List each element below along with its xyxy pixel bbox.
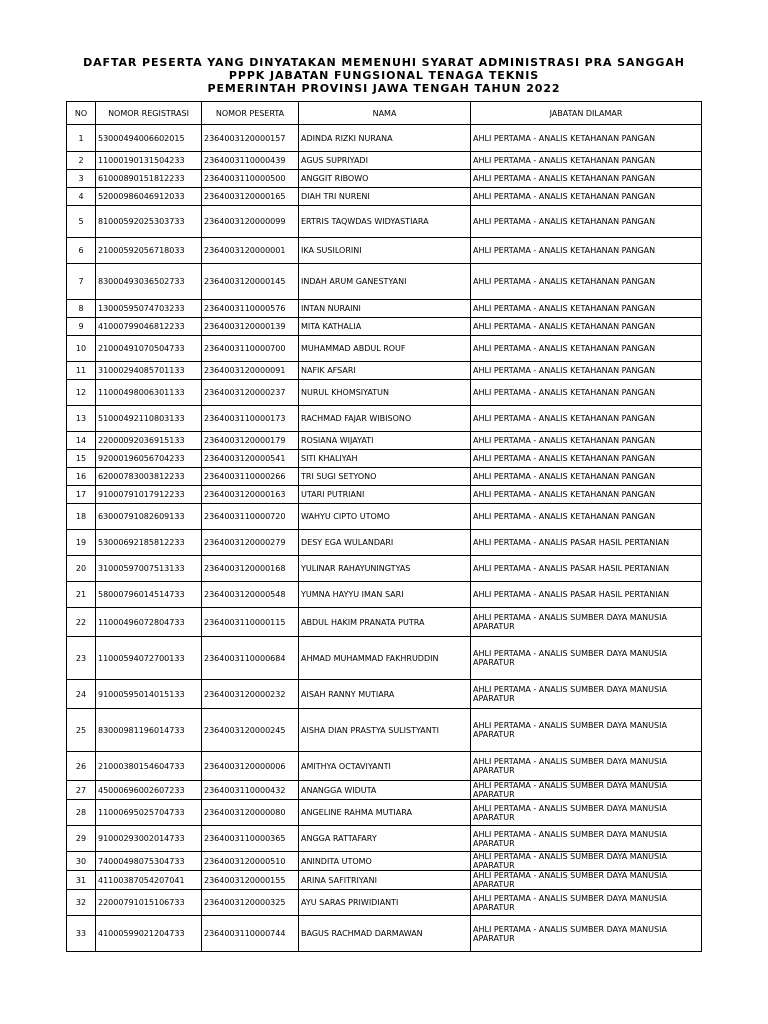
cell-nomor-registrasi: 41000599021204733: [96, 916, 202, 952]
cell-nama: RACHMAD FAJAR WIBISONO: [299, 406, 471, 432]
cell-jabatan: AHLI PERTAMA - ANALIS KETAHANAN PANGAN: [471, 432, 702, 450]
cell-nama: ANANGGA WIDUTA: [299, 781, 471, 800]
cell-nama: BAGUS RACHMAD DARMAWAN: [299, 916, 471, 952]
cell-nama: INDAH ARUM GANESTYANI: [299, 264, 471, 300]
title-line-2: PPPK JABATAN FUNGSIONAL TENAGA TEKNIS: [228, 69, 540, 82]
cell-nama: AISHA DIAN PRASTYA SULISTYANTI: [299, 709, 471, 752]
cell-jabatan: AHLI PERTAMA - ANALIS SUMBER DAYA MANUSIA APARATUR: [471, 680, 702, 709]
cell-no: 19: [67, 530, 96, 556]
cell-no: 24: [67, 680, 96, 709]
cell-nama: TRI SUGI SETYONO: [299, 468, 471, 486]
cell-nomor-peserta: 2364003120000091: [202, 362, 299, 380]
cell-nomor-registrasi: 52000986046912033: [96, 188, 202, 206]
title-line-3: PEMERINTAH PROVINSI JAWA TENGAH TAHUN 2022: [207, 82, 561, 95]
cell-jabatan: AHLI PERTAMA - ANALIS KETAHANAN PANGAN: [471, 125, 702, 152]
cell-nomor-peserta: 2364003120000080: [202, 800, 299, 826]
cell-no: 21: [67, 582, 96, 608]
cell-jabatan: AHLI PERTAMA - ANALIS SUMBER DAYA MANUSIA APARATUR: [471, 781, 702, 800]
cell-nomor-peserta: 2364003120000165: [202, 188, 299, 206]
cell-jabatan: AHLI PERTAMA - ANALIS KETAHANAN PANGAN: [471, 318, 702, 336]
cell-jabatan: AHLI PERTAMA - ANALIS KETAHANAN PANGAN: [471, 206, 702, 238]
cell-nama: AMITHYA OCTAVIYANTI: [299, 752, 471, 781]
cell-nomor-registrasi: 51000492110803133: [96, 406, 202, 432]
cell-nomor-peserta: 2364003120000168: [202, 556, 299, 582]
cell-nomor-peserta: 2364003120000541: [202, 450, 299, 468]
cell-nomor-registrasi: 13000595074703233: [96, 300, 202, 318]
cell-nomor-registrasi: 21000491070504733: [96, 336, 202, 362]
cell-no: 11: [67, 362, 96, 380]
cell-nama: ARINA SAFITRIYANI: [299, 871, 471, 890]
cell-nama: AHMAD MUHAMMAD FAKHRUDDIN: [299, 637, 471, 680]
table-row: [67, 608, 702, 637]
cell-nomor-peserta: 2364003110000744: [202, 916, 299, 952]
cell-jabatan: AHLI PERTAMA - ANALIS SUMBER DAYA MANUSIA APARATUR: [471, 916, 702, 952]
cell-nama: AISAH RANNY MUTIARA: [299, 680, 471, 709]
cell-nomor-registrasi: 11000498006301133: [96, 380, 202, 406]
cell-no: 14: [67, 432, 96, 450]
cell-jabatan: AHLI PERTAMA - ANALIS KETAHANAN PANGAN: [471, 450, 702, 468]
cell-nomor-registrasi: 62000783003812233: [96, 468, 202, 486]
table-row: [67, 450, 702, 468]
cell-jabatan: AHLI PERTAMA - ANALIS SUMBER DAYA MANUSIA APARATUR: [471, 709, 702, 752]
cell-nomor-peserta: 2364003120000179: [202, 432, 299, 450]
table-row: [67, 380, 702, 406]
cell-no: 7: [67, 264, 96, 300]
table-row: [67, 530, 702, 556]
table-row: [67, 852, 702, 871]
cell-nomor-peserta: 2364003120000155: [202, 871, 299, 890]
cell-jabatan: AHLI PERTAMA - ANALIS SUMBER DAYA MANUSIA APARATUR: [471, 800, 702, 826]
cell-nomor-registrasi: 83000981196014733: [96, 709, 202, 752]
cell-no: 1: [67, 125, 96, 152]
table-row: [67, 556, 702, 582]
cell-nama: ROSIANA WIJAYATI: [299, 432, 471, 450]
participant-table: [66, 101, 702, 952]
cell-nama: NURUL KHOMSIYATUN: [299, 380, 471, 406]
cell-nomor-peserta: 2364003110000500: [202, 170, 299, 188]
cell-jabatan: AHLI PERTAMA - ANALIS SUMBER DAYA MANUSIA APARATUR: [471, 826, 702, 852]
table-row: [67, 406, 702, 432]
cell-nama: MUHAMMAD ABDUL ROUF: [299, 336, 471, 362]
cell-nomor-peserta: 2364003110000173: [202, 406, 299, 432]
cell-nomor-peserta: 2364003120000157: [202, 125, 299, 152]
header-jabatan-dilamar: JABATAN DILAMAR: [471, 102, 702, 125]
cell-jabatan: AHLI PERTAMA - ANALIS SUMBER DAYA MANUSIA APARATUR: [471, 752, 702, 781]
cell-no: 26: [67, 752, 96, 781]
cell-nomor-registrasi: 22000092036915133: [96, 432, 202, 450]
cell-jabatan: AHLI PERTAMA - ANALIS KETAHANAN PANGAN: [471, 188, 702, 206]
cell-nama: YULINAR RAHAYUNINGTYAS: [299, 556, 471, 582]
cell-nama: ADINDA RIZKI NURANA: [299, 125, 471, 152]
cell-no: 30: [67, 852, 96, 871]
cell-nomor-registrasi: 11000695025704733: [96, 800, 202, 826]
cell-nomor-peserta: 2364003110000439: [202, 152, 299, 170]
cell-nomor-registrasi: 41100387054207041: [96, 871, 202, 890]
cell-no: 8: [67, 300, 96, 318]
cell-nomor-peserta: 2364003120000232: [202, 680, 299, 709]
table-row: [67, 781, 702, 800]
cell-nomor-peserta: 2364003120000510: [202, 852, 299, 871]
cell-no: 31: [67, 871, 96, 890]
cell-nomor-registrasi: 63000791082609133: [96, 504, 202, 530]
cell-nomor-peserta: 2364003120000325: [202, 890, 299, 916]
cell-no: 3: [67, 170, 96, 188]
cell-nomor-registrasi: 61000890151812233: [96, 170, 202, 188]
cell-nama: AGUS SUPRIYADI: [299, 152, 471, 170]
table-header-row: [67, 102, 702, 125]
cell-jabatan: AHLI PERTAMA - ANALIS KETAHANAN PANGAN: [471, 170, 702, 188]
cell-no: 6: [67, 238, 96, 264]
cell-nama: DESY EGA WULANDARI: [299, 530, 471, 556]
cell-jabatan: AHLI PERTAMA - ANALIS KETAHANAN PANGAN: [471, 504, 702, 530]
table-row: [67, 170, 702, 188]
cell-nama: ANGGA RATTAFARY: [299, 826, 471, 852]
cell-nama: YUMNA HAYYU IMAN SARI: [299, 582, 471, 608]
table-row: [67, 152, 702, 170]
cell-jabatan: AHLI PERTAMA - ANALIS PASAR HASIL PERTANIAN: [471, 582, 702, 608]
table-row: [67, 318, 702, 336]
table-row: [67, 432, 702, 450]
table-row: [67, 188, 702, 206]
cell-jabatan: AHLI PERTAMA - ANALIS KETAHANAN PANGAN: [471, 300, 702, 318]
cell-no: 18: [67, 504, 96, 530]
cell-nomor-registrasi: 91000595014015133: [96, 680, 202, 709]
cell-no: 29: [67, 826, 96, 852]
cell-nama: WAHYU CIPTO UTOMO: [299, 504, 471, 530]
cell-jabatan: AHLI PERTAMA - ANALIS PASAR HASIL PERTANIAN: [471, 530, 702, 556]
cell-no: 28: [67, 800, 96, 826]
table-row: [67, 826, 702, 852]
cell-nomor-registrasi: 91000791017912233: [96, 486, 202, 504]
table-row: [67, 486, 702, 504]
cell-nomor-peserta: 2364003110000115: [202, 608, 299, 637]
cell-no: 27: [67, 781, 96, 800]
cell-no: 10: [67, 336, 96, 362]
table-row: [67, 709, 702, 752]
cell-jabatan: AHLI PERTAMA - ANALIS KETAHANAN PANGAN: [471, 336, 702, 362]
cell-nomor-registrasi: 21000380154604733: [96, 752, 202, 781]
cell-nomor-registrasi: 83000493036502733: [96, 264, 202, 300]
table-row: [67, 504, 702, 530]
cell-nama: SITI KHALIYAH: [299, 450, 471, 468]
cell-nama: ABDUL HAKIM PRANATA PUTRA: [299, 608, 471, 637]
table-body: [67, 125, 702, 952]
table-row: [67, 362, 702, 380]
cell-no: 20: [67, 556, 96, 582]
cell-no: 32: [67, 890, 96, 916]
cell-nomor-registrasi: 74000498075304733: [96, 852, 202, 871]
header-nomor-registrasi: NOMOR REGISTRASI: [96, 102, 202, 125]
cell-nomor-registrasi: 11000594072700133: [96, 637, 202, 680]
table-row: [67, 300, 702, 318]
cell-jabatan: AHLI PERTAMA - ANALIS SUMBER DAYA MANUSIA APARATUR: [471, 890, 702, 916]
cell-jabatan: AHLI PERTAMA - ANALIS KETAHANAN PANGAN: [471, 362, 702, 380]
cell-jabatan: AHLI PERTAMA - ANALIS KETAHANAN PANGAN: [471, 152, 702, 170]
cell-no: 5: [67, 206, 96, 238]
cell-nama: ANGELINE RAHMA MUTIARA: [299, 800, 471, 826]
cell-no: 22: [67, 608, 96, 637]
title-line-1: DAFTAR PESERTA YANG DINYATAKAN MEMENUHI SYARAT ADMINISTRASI PRA SANGGAH: [83, 56, 685, 69]
cell-nomor-registrasi: 22000791015106733: [96, 890, 202, 916]
cell-nomor-registrasi: 45000696002607233: [96, 781, 202, 800]
cell-jabatan: AHLI PERTAMA - ANALIS KETAHANAN PANGAN: [471, 406, 702, 432]
cell-nomor-peserta: 2364003120000001: [202, 238, 299, 264]
cell-nomor-registrasi: 91000293002014733: [96, 826, 202, 852]
cell-nama: INTAN NURAINI: [299, 300, 471, 318]
cell-no: 13: [67, 406, 96, 432]
cell-nomor-peserta: 2364003120000145: [202, 264, 299, 300]
table-row: [67, 206, 702, 238]
cell-nomor-peserta: 2364003120000099: [202, 206, 299, 238]
cell-jabatan: AHLI PERTAMA - ANALIS SUMBER DAYA MANUSIA APARATUR: [471, 637, 702, 680]
cell-nomor-registrasi: 81000592025303733: [96, 206, 202, 238]
cell-jabatan: AHLI PERTAMA - ANALIS KETAHANAN PANGAN: [471, 264, 702, 300]
cell-nama: DIAH TRI NURENI: [299, 188, 471, 206]
table-row: [67, 916, 702, 952]
cell-no: 17: [67, 486, 96, 504]
table-row: [67, 264, 702, 300]
cell-nomor-peserta: 2364003110000684: [202, 637, 299, 680]
header-nama: NAMA: [299, 102, 471, 125]
cell-jabatan: AHLI PERTAMA - ANALIS KETAHANAN PANGAN: [471, 238, 702, 264]
document-title: [0, 56, 768, 95]
table-row: [67, 800, 702, 826]
cell-nomor-peserta: 2364003110000365: [202, 826, 299, 852]
cell-nomor-peserta: 2364003120000237: [202, 380, 299, 406]
table-row: [67, 637, 702, 680]
cell-nama: AYU SARAS PRIWIDIANTI: [299, 890, 471, 916]
cell-jabatan: AHLI PERTAMA - ANALIS SUMBER DAYA MANUSIA APARATUR: [471, 608, 702, 637]
cell-jabatan: AHLI PERTAMA - ANALIS SUMBER DAYA MANUSIA APARATUR: [471, 871, 702, 890]
header-nomor-peserta: NOMOR PESERTA: [202, 102, 299, 125]
cell-no: 4: [67, 188, 96, 206]
cell-nomor-registrasi: 11000190131504233: [96, 152, 202, 170]
cell-jabatan: AHLI PERTAMA - ANALIS KETAHANAN PANGAN: [471, 468, 702, 486]
cell-no: 16: [67, 468, 96, 486]
cell-nama: ANINDITA UTOMO: [299, 852, 471, 871]
cell-jabatan: AHLI PERTAMA - ANALIS KETAHANAN PANGAN: [471, 486, 702, 504]
table-row: [67, 336, 702, 362]
cell-nomor-registrasi: 41000799046812233: [96, 318, 202, 336]
table-row: [67, 238, 702, 264]
cell-nama: ERTRIS TAQWDAS WIDYASTIARA: [299, 206, 471, 238]
cell-nomor-registrasi: 53000692185812233: [96, 530, 202, 556]
cell-no: 2: [67, 152, 96, 170]
cell-nomor-peserta: 2364003120000279: [202, 530, 299, 556]
table-row: [67, 582, 702, 608]
table-row: [67, 890, 702, 916]
cell-nomor-peserta: 2364003110000266: [202, 468, 299, 486]
cell-nomor-registrasi: 31000294085701133: [96, 362, 202, 380]
table-row: [67, 752, 702, 781]
table-row: [67, 680, 702, 709]
cell-no: 23: [67, 637, 96, 680]
cell-nama: UTARI PUTRIANI: [299, 486, 471, 504]
table-row: [67, 125, 702, 152]
cell-no: 33: [67, 916, 96, 952]
cell-nomor-peserta: 2364003110000432: [202, 781, 299, 800]
cell-nama: ANGGIT RIBOWO: [299, 170, 471, 188]
cell-nomor-peserta: 2364003110000576: [202, 300, 299, 318]
cell-no: 12: [67, 380, 96, 406]
cell-nama: MITA KATHALIA: [299, 318, 471, 336]
cell-jabatan: AHLI PERTAMA - ANALIS KETAHANAN PANGAN: [471, 380, 702, 406]
table-row: [67, 871, 702, 890]
cell-nama: NAFIK AFSARI: [299, 362, 471, 380]
cell-nomor-registrasi: 58000796014514733: [96, 582, 202, 608]
table-row: [67, 468, 702, 486]
cell-nomor-peserta: 2364003120000245: [202, 709, 299, 752]
cell-nomor-registrasi: 53000494006602015: [96, 125, 202, 152]
cell-nama: IKA SUSILORINI: [299, 238, 471, 264]
cell-no: 15: [67, 450, 96, 468]
cell-no: 25: [67, 709, 96, 752]
header-no: NO: [67, 102, 96, 125]
cell-nomor-registrasi: 11000496072804733: [96, 608, 202, 637]
cell-jabatan: AHLI PERTAMA - ANALIS SUMBER DAYA MANUSIA APARATUR: [471, 852, 702, 871]
cell-nomor-peserta: 2364003120000139: [202, 318, 299, 336]
cell-jabatan: AHLI PERTAMA - ANALIS PASAR HASIL PERTANIAN: [471, 556, 702, 582]
cell-nomor-peserta: 2364003120000163: [202, 486, 299, 504]
cell-nomor-peserta: 2364003110000700: [202, 336, 299, 362]
cell-nomor-registrasi: 92000196056704233: [96, 450, 202, 468]
cell-nomor-peserta: 2364003120000548: [202, 582, 299, 608]
cell-nomor-peserta: 2364003120000006: [202, 752, 299, 781]
cell-nomor-registrasi: 21000592056718033: [96, 238, 202, 264]
cell-nomor-registrasi: 31000597007513133: [96, 556, 202, 582]
cell-nomor-peserta: 2364003110000720: [202, 504, 299, 530]
cell-no: 9: [67, 318, 96, 336]
